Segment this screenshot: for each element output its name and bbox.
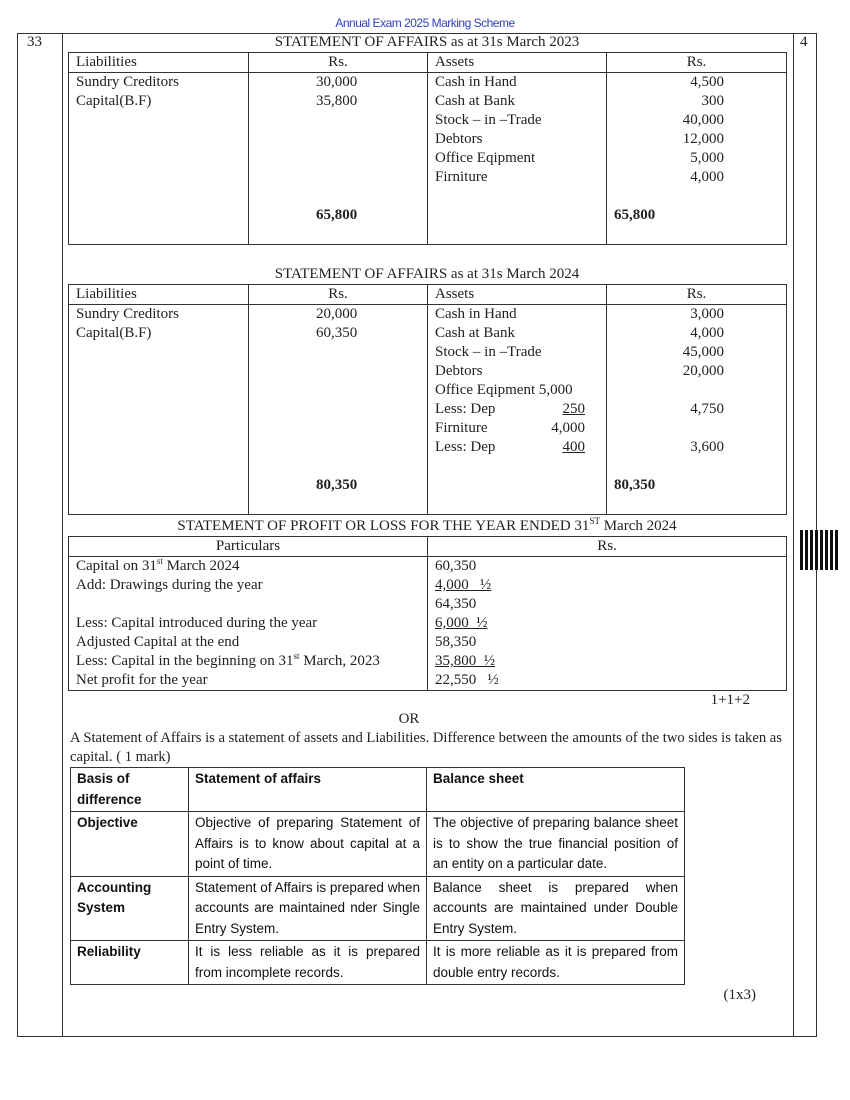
asset-amount: 40,000 [682, 112, 724, 128]
liability-amount: 20,000 [316, 306, 358, 322]
particular: Adjusted Capital at the end [76, 634, 240, 650]
difference-table [70, 767, 685, 985]
statement-of-affairs-table [68, 284, 787, 515]
asset-amount: 3,000 [690, 306, 724, 322]
profit-loss-table [68, 536, 787, 691]
definition: A Statement of Affairs is a statement of assets and Liabilities. Difference between the amounts of the two sides is taken as capital. ( 1 mark) [70, 730, 782, 765]
asset-sub-amount: 250 [562, 401, 585, 417]
asset-label: Cash in Hand [435, 74, 517, 90]
marks-footer: (1x3) [723, 987, 756, 1003]
asset-label: Firniture [435, 169, 488, 185]
divider [793, 33, 794, 1037]
balance-sheet-cell: Balance sheet is prepared when accounts are maintained under Double Entry System. [427, 876, 685, 941]
particular: Capital on 31st March 2024 [76, 556, 240, 574]
asset-amount: 3,600 [690, 439, 724, 455]
liability-label: Capital(B.F) [76, 325, 152, 341]
asset-label: Stock – in –Trade [435, 344, 542, 360]
asset-amount: 5,000 [690, 150, 724, 166]
total-assets: 65,800 [614, 207, 656, 223]
amount: 22,550 ½ [435, 672, 499, 688]
asset-amount: 300 [701, 93, 724, 109]
asset-label: Office Eqipment [435, 150, 536, 166]
asset-label: Less: Dep [435, 401, 496, 417]
statement-of-affairs-cell: It is less reliable as it is prepared from incomplete records. [189, 941, 427, 985]
statement-of-affairs-cell: Statement of Affairs is prepared when accounts are maintained nder Single Entry System. [189, 876, 427, 941]
asset-label: Office Eqipment 5,000 [435, 382, 573, 398]
column-header: Liabilities [69, 53, 249, 73]
asset-amount: 4,500 [690, 74, 724, 90]
amount: 4,000 ½ [435, 577, 492, 593]
asset-amount: 4,750 [690, 401, 724, 417]
balance-sheet-cell: It is more reliable as it is prepared from double entry records. [427, 941, 685, 985]
asset-label: Cash at Bank [435, 93, 515, 109]
particular [76, 595, 420, 614]
column-header: Balance sheet [433, 771, 524, 786]
asset-amount: 4,000 [690, 169, 724, 185]
watermark [0, 16, 850, 30]
particular: Less: Capital introduced during the year [76, 615, 318, 631]
amount: 64,350 [435, 596, 477, 612]
liability-label: Sundry Creditors [76, 74, 179, 90]
qr-code [800, 530, 838, 570]
asset-sub-amount: 4,000 [551, 420, 585, 436]
liability-amount: 35,800 [316, 93, 358, 109]
asset-label: Debtors [435, 131, 483, 147]
asset-amount [614, 419, 724, 438]
statement-title: STATEMENT OF AFFAIRS as at 31s March 2024 [274, 266, 580, 282]
table-row [71, 876, 685, 941]
asset-sub-amount [540, 343, 585, 362]
column-header: Rs. [607, 53, 787, 73]
particular: Less: Capital in the beginning on 31st March, 2023 [76, 651, 380, 669]
basis: Accounting System [77, 879, 152, 915]
table-row [71, 812, 685, 877]
liability-label: Capital(B.F) [76, 93, 152, 109]
total-liabilities: 80,350 [316, 477, 358, 493]
column-header: Assets [428, 53, 607, 73]
or-label: OR [398, 711, 420, 727]
column-header: Liabilities [69, 285, 249, 305]
column-header: Rs. [607, 285, 787, 305]
liability-amount: 30,000 [316, 74, 358, 90]
asset-label: Cash at Bank [435, 325, 515, 341]
particular: Net profit for the year [76, 672, 208, 688]
column-header: Assets [428, 285, 607, 305]
amount: 60,350 [435, 558, 477, 574]
column-header: Basis of difference [77, 771, 142, 807]
asset-amount: 12,000 [682, 131, 724, 147]
asset-sub-amount [540, 305, 585, 324]
column-header: Particulars [69, 537, 428, 557]
basis: Objective [77, 815, 138, 830]
question-number: 33 [27, 34, 42, 50]
column-header: Rs. [249, 53, 428, 73]
marks-split: 1+1+2 [710, 692, 750, 708]
pl-title-sup: ST [589, 516, 600, 526]
table-row [71, 941, 685, 985]
column-header: Statement of affairs [195, 771, 322, 786]
liability-amount: 60,350 [316, 325, 358, 341]
amount: 35,800 ½ [435, 653, 495, 669]
asset-label: Debtors [435, 363, 483, 379]
total-liabilities: 65,800 [316, 207, 358, 223]
watermark-text: Annual Exam 2025 Marking Scheme [335, 16, 515, 30]
balance-sheet-cell: The objective of preparing balance sheet is to show the true financial position of an entity on a particular date. [427, 812, 685, 877]
liability-label: Sundry Creditors [76, 306, 179, 322]
pl-title-end: March 2024 [599, 518, 677, 534]
asset-sub-amount: 400 [562, 439, 585, 455]
asset-label: Stock – in –Trade [435, 112, 542, 128]
amount: 6,000 ½ [435, 615, 488, 631]
column-header: Rs. [249, 285, 428, 305]
basis: Reliability [77, 944, 141, 959]
asset-label: Cash in Hand [435, 306, 517, 322]
statement-of-affairs-cell: Objective of preparing Statement of Affairs is to know about capital at a point of time. [189, 812, 427, 877]
statement-title: STATEMENT OF AFFAIRS as at 31s March 2023 [274, 34, 580, 50]
asset-sub-amount [540, 381, 585, 400]
asset-sub-amount [540, 324, 585, 343]
asset-amount: 45,000 [682, 344, 724, 360]
divider [62, 33, 63, 1037]
pl-title-text: STATEMENT OF PROFIT OR LOSS FOR THE YEAR ENDED 31 [177, 518, 590, 534]
asset-amount [614, 381, 724, 400]
amount: 58,350 [435, 634, 477, 650]
pl-title [68, 517, 786, 536]
total-assets: 80,350 [614, 477, 656, 493]
asset-label: Firniture [435, 420, 488, 436]
question-marks: 4 [800, 34, 808, 50]
asset-amount: 4,000 [690, 325, 724, 341]
statement-of-affairs-table [68, 52, 787, 245]
asset-sub-amount [540, 362, 585, 381]
column-header: Rs. [428, 537, 787, 557]
answer-content [68, 33, 786, 1005]
asset-amount: 20,000 [682, 363, 724, 379]
asset-label: Less: Dep [435, 439, 496, 455]
particular: Add: Drawings during the year [76, 577, 263, 593]
